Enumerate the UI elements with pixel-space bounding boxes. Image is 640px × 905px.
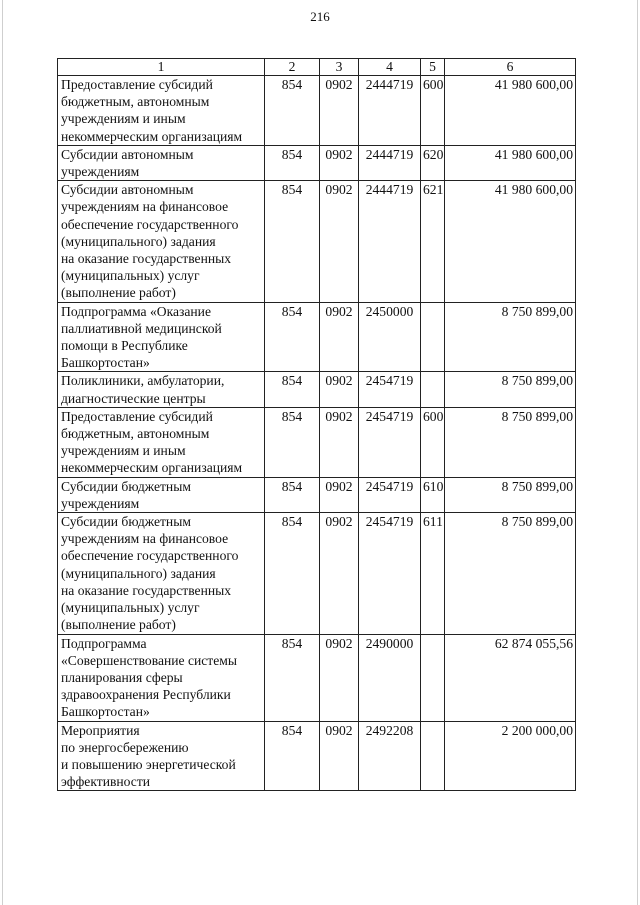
row-code-cell: 854 [265,372,320,407]
row-target-cell: 2454719 [359,372,421,407]
row-amount-cell: 62 874 055,56 [445,634,576,721]
row-name-cell: Подпрограмма «Совершенствование системы планирования сферы здравоохранения Республики Башкортостан» [58,634,265,721]
row-code-cell: 854 [265,76,320,146]
row-code-cell: 854 [265,634,320,721]
row-name-cell: Субсидии бюджетным учреждениям [58,477,265,512]
row-code-cell: 854 [265,477,320,512]
row-code-cell: 854 [265,721,320,791]
row-target-cell: 2454719 [359,513,421,634]
row-section-cell: 0902 [320,145,359,180]
row-amount-cell: 41 980 600,00 [445,145,576,180]
row-section-cell: 0902 [320,407,359,477]
row-expense-type-cell [421,372,445,407]
table-row [58,145,576,180]
row-expense-type-cell: 621 [421,181,445,302]
table-row [58,721,576,791]
header-col-2: 2 [265,59,320,76]
row-code-cell: 854 [265,145,320,180]
row-code-cell: 854 [265,513,320,634]
row-name-cell: Субсидии автономным учреждениям [58,145,265,180]
table-row [58,302,576,372]
row-target-cell: 2490000 [359,634,421,721]
row-expense-type-cell: 600 [421,76,445,146]
header-col-1: 1 [58,59,265,76]
header-col-3: 3 [320,59,359,76]
row-code-cell: 854 [265,181,320,302]
header-col-4: 4 [359,59,421,76]
header-col-6: 6 [445,59,576,76]
row-section-cell: 0902 [320,76,359,146]
table-body [58,76,576,791]
row-name-cell: Предоставление субсидий бюджетным, автономным учреждениям и иным некоммерческим организациям [58,76,265,146]
row-amount-cell: 8 750 899,00 [445,372,576,407]
row-section-cell: 0902 [320,477,359,512]
row-expense-type-cell [421,302,445,372]
row-section-cell: 0902 [320,721,359,791]
table-row [58,372,576,407]
page-number: 216 [310,9,330,24]
header-col-5: 5 [421,59,445,76]
row-target-cell: 2450000 [359,302,421,372]
row-amount-cell: 8 750 899,00 [445,407,576,477]
row-section-cell: 0902 [320,181,359,302]
budget-table [57,58,576,791]
row-amount-cell: 8 750 899,00 [445,302,576,372]
row-section-cell: 0902 [320,372,359,407]
row-code-cell: 854 [265,407,320,477]
row-target-cell: 2454719 [359,477,421,512]
table-row [58,477,576,512]
row-amount-cell: 41 980 600,00 [445,181,576,302]
row-section-cell: 0902 [320,634,359,721]
row-name-cell: Субсидии бюджетным учреждениям на финансовое обеспечение государственного (муниципального) задания на оказание государственных (муниципальных) услуг (выполнение работ) [58,513,265,634]
table-row [58,634,576,721]
table-row [58,76,576,146]
row-target-cell: 2444719 [359,145,421,180]
row-expense-type-cell: 611 [421,513,445,634]
row-target-cell: 2454719 [359,407,421,477]
row-target-cell: 2444719 [359,76,421,146]
row-target-cell: 2492208 [359,721,421,791]
row-name-cell: Подпрограмма «Оказание паллиативной медицинской помощи в Республике Башкортостан» [58,302,265,372]
row-amount-cell: 8 750 899,00 [445,513,576,634]
row-name-cell: Предоставление субсидий бюджетным, автономным учреждениям и иным некоммерческим организациям [58,407,265,477]
row-name-cell: Мероприятия по энергосбережению и повышению энергетической эффективности [58,721,265,791]
table-row [58,513,576,634]
row-code-cell: 854 [265,302,320,372]
row-target-cell: 2444719 [359,181,421,302]
row-expense-type-cell: 620 [421,145,445,180]
row-expense-type-cell: 600 [421,407,445,477]
row-amount-cell: 2 200 000,00 [445,721,576,791]
row-amount-cell: 8 750 899,00 [445,477,576,512]
scan-edge-left [2,0,3,905]
header-row [58,59,576,76]
row-name-cell: Субсидии автономным учреждениям на финансовое обеспечение государственного (муниципального) задания на оказание государственных (муниципальных) услуг (выполнение работ) [58,181,265,302]
row-name-cell: Поликлиники, амбулатории, диагностические центры [58,372,265,407]
table-row [58,407,576,477]
row-expense-type-cell: 610 [421,477,445,512]
row-expense-type-cell [421,634,445,721]
row-amount-cell: 41 980 600,00 [445,76,576,146]
table-row [58,181,576,302]
scan-edge-right [637,0,638,905]
row-section-cell: 0902 [320,302,359,372]
row-expense-type-cell [421,721,445,791]
row-section-cell: 0902 [320,513,359,634]
